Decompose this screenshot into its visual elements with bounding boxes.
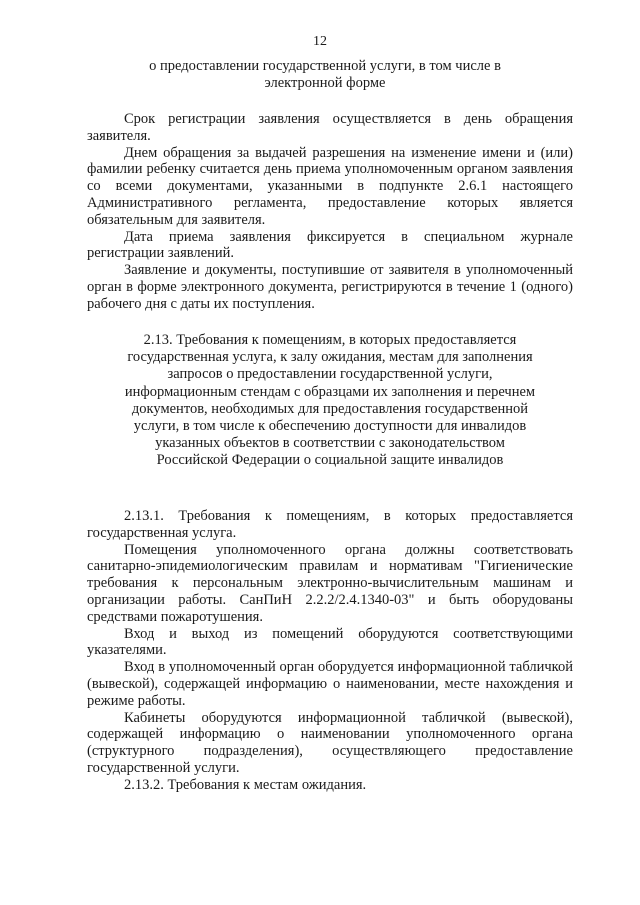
paragraph: Днем обращения за выдачей разрешения на изменение имени и (или) фамилии ребенку считается день приема уполномоченным органом заявления со всеми документами, указанными в подпункте 2.6.1 настоящего Административного регламента, предоставление которых является обязательным для заявителя. (87, 144, 573, 228)
paragraph-block-premises (87, 508, 573, 794)
page-number: 12 (313, 34, 327, 49)
paragraph: Вход и выход из помещений оборудуются соответствующими указателями. (87, 625, 573, 659)
paragraph: Срок регистрации заявления осуществляется в день обращения заявителя. (87, 111, 573, 144)
paragraph: Помещения уполномоченного органа должны соответствовать санитарно-эпидемиологическим правилам и нормативам "Гигиенические требования к персональным электронно-вычислительным машинам и организации работы. СанПиН 2.2.2/2.4.1340-03" и быть оборудованы средствами пожаротушения. (87, 541, 573, 625)
paragraph-block-registration (87, 111, 573, 313)
paragraph: Кабинеты оборудуются информационной табличкой (вывеской), содержащей информацию о наименовании уполномоченного органа (структурного подразделения), осуществляющего предоставление государственной услуги. (87, 709, 573, 776)
paragraph: Заявление и документы, поступившие от заявителя в уполномоченный орган в форме электронного документа, регистрируются в течение 1 (одного) рабочего дня с даты их поступления. (87, 262, 573, 312)
paragraph: Вход в уполномоченный орган оборудуется информационной табличкой (вывеской), содержащей информацию о наименовании, месте нахождения и режиме работы. (87, 659, 573, 709)
paragraph: Дата приема заявления фиксируется в специальном журнале регистрации заявлений. (87, 228, 573, 262)
continued-heading: о предоставлении государственной услуги, в том числе в электронной форме (149, 58, 501, 91)
section-heading-2-13: 2.13. Требования к помещениям, в которых предоставляется государственная услуга, к залу ожидания, местам для заполнения запросов о предоставлении государственной услуги, информационным стендам с образцами их заполнения и перечнем документов, необходимых для предоставления государственной услуги, в том числе к обеспечению доступности для инвалидов указанных объектов в соответствии с законодательством Российской Федерации о социальной защите инвалидов (124, 332, 536, 469)
paragraph: 2.13.2. Требования к местам ожидания. (124, 776, 367, 793)
paragraph: 2.13.1. Требования к помещениям, в которых предоставляется государственная услуга. (87, 508, 573, 541)
